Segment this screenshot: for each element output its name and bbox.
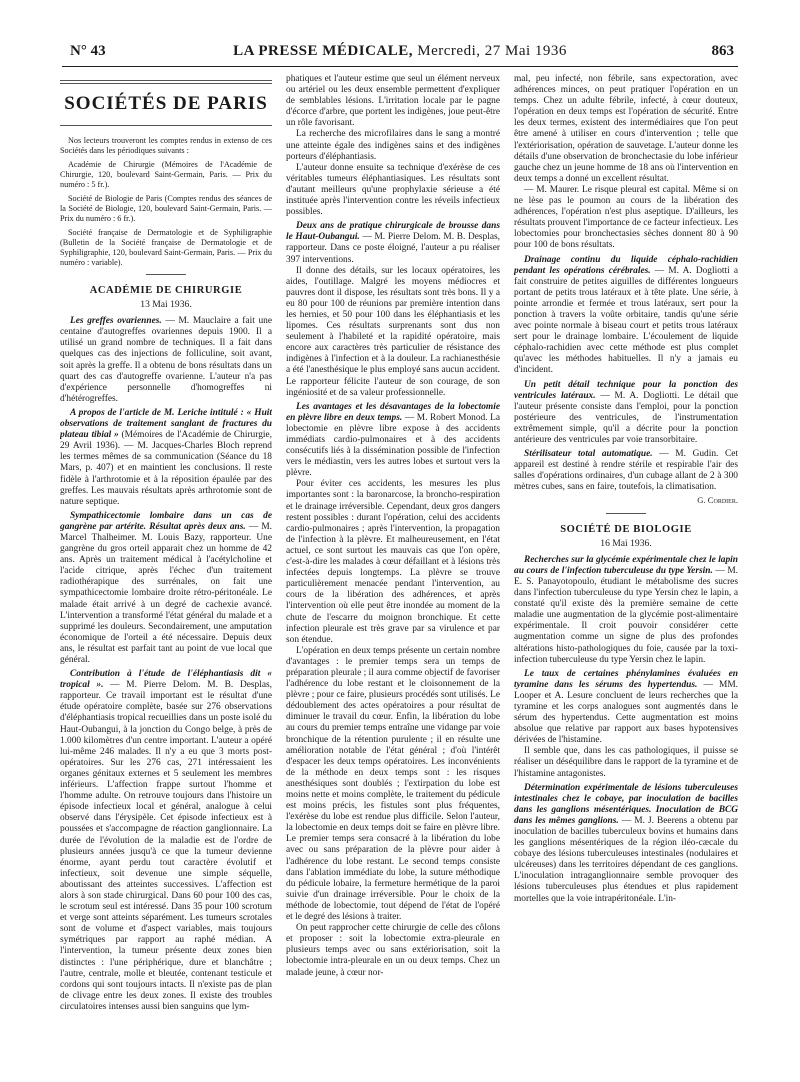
column-1 [60,74,272,1074]
article-lobectomie: Les avantages et les désavantages de la lobectomie en plèvre libre en deux temps. — M. Robert Monod. La lobectomie en plèvre libre expose à des accidents immédiats cardio-pulmonaires et à des accidents consécutifs liés à la dissémination possible de l'infection vers le médiastin, vers les autres lobes et surtout vers la plèvre. [286,401,500,479]
article-greffes: Les greffes ovariennes. — M. Mauclaire a fait une centaine d'autogreffes ovariennes depuis 1900. Il a utilisé un grand nombre de techniques. Il a fait dans quelques cas des injections de folliculine, soit avant, soit après la greffe. Il a obtenu de bons résultats dans un quart des cas d'autogreffe ovarienne. L'auteur n'a pas d'expérience personnelle d'homogreffes ni d'hétérogreffes. [60,316,272,404]
article-tyramine: Le taux de certaines phénylamines évaluées en tyramine dans les sérums des hypertendus. — MM. Looper et A. Lesure concluent de leurs recherches que la tyramine et les corps analogues sont augmentés dans le sérum des hypertendus. Cette augmentation est moins absolue que relative par rapport aux bases hypotensives dérivées de l'histamine. [514,668,738,746]
article-sympathicectomie: Sympathicectomie lombaire dans un cas de gangrène par artérite. Résultat après deux ans. — M. Marcel Thalheimer. M. Louis Bazy, rapporteur. Une gangrène du gros orteil apparait chez un homme de 42 ans. Après un traitement médical à l'acétylcholine et l'acide citrique, après l'échec d'un traitement radiothérapique des surrénales, on fait une sympathicectomie lombaire droite rétro-péritonéale. Le malade était arrivé à un degré de cachexie avancé. L'intervention a transformé l'état général du malade et a supprimé les douleurs. Secondairement, une amputation économique de l'orteil a été nécessaire. Depuis deux ans, le résultat est parfait tant au point de vue local que général. [60,510,272,665]
issue-date: Mercredi, 27 Mai 1936 [417,43,567,59]
section-heading-societes: SOCIÉTÉS DE PARIS [64,93,268,114]
top-rule [60,80,272,81]
paragraph: Il semble que, dans les cas pathologiques, il puisse se réaliser un déséquilibre dans le rapport de la tyramine et de l'histamine antagonistes. [514,746,738,779]
column-2 [286,74,500,1074]
signature: G. Cordier. [697,495,738,506]
paragraph: — M. Maurer. Le risque pleural est capital. Même si on ne lèse pas le poumon au cours de la libération des adhérences, l'opération n'est plus aseptique. D'ailleurs, les résultats prouvent l'importance de ce facteur infectieux. Les lobectomies pour bronchectasies sèches donnent 80 à 90 pour 100 de bons résultats. [514,184,738,251]
article-tuberculose: Détermination expérimentale de lésions tuberculeuses intestinales chez le cobaye, par inoculation de bacilles dans les ganglions mésentériques. Inoculation de BCG dans les mêmes ganglions. — M. J. Beerens a obtenu par inoculation de bacilles tuberculeux bovins et humains dans les ganglions mésentériques de la région iléo-cæcale du cobaye des lésions tuberculeuses intestinales (nodulaires et ulcéreuses) dans les territoires dépendant de ces ganglions. L'inoculation intraganglionnaire semble provoquer des lésions tuberculeuses plus étendues et plus rapidement mortelles que la voie intrapéritonéale. L'in- [514,782,738,904]
article-elephantiasis: Contribution à l'étude de l'éléphantiasis dit « tropical ». — M. Pierre Delom. M. B. Desplas, rapporteur. Ce travail important est le résultat d'une étude opératoire complète, basée sur 276 observations d'éléphantiasis tropical recueillies dans un poste isolé du Haut-Oubangui, à la jonction du Congo belge, à près de 1.000 kilomètres d'un centre important. L'auteur a opéré lui-même 246 malades. Il n'y a eu que 3 morts post-opératoires. Sur les 276 cas, 271 intéressaient les organes génitaux externes et 5 seulement les membres inférieurs. L'affection frappe surtout l'homme et l'homme adulte. On retrouve toujours dans l'histoire un épisode infectieux local et général, analogue à celui observé dans l'érysipèle. Cet épisode infectieux est à poussées et s'accompagne de réaction ganglionnaire. La durée de l'évolution de la maladie est de l'ordre de plusieurs années jusqu'à ce que la tumeur devienne énorme, ayant perdu tout caractère évolutif et infectieux, soit devenue une simple séquelle, aboutissant des atteintes successives. L'affection est alors à son stade chirurgical. Dans 60 pour 100 des cas, le scrotum seul est intéressé. Dans 35 pour 100 scrotum et verge sont atteints séparément. Les tumeurs scrotales sont de volume et d'aspect variables, mais toujours symétriques par rapport au raphé médian. A l'intervention, la tumeur présente deux zones bien distinctes : l'une périphérique, dure et blanchâtre ; l'autre, centrale, molle et bleutée, contenant testicule et cordons qui sont toujours intacts. Il n'existe pas de plan de clivage entre les deux zones. Il existe des troubles circulatoires intenses aussi bien sanguins que lym- [60,669,272,1012]
paragraph: mal, peu infecté, non fébrile, sans expectoration, avec adhérences minces, on peut pratiquer l'opération en un temps. Chez un adulte fébrile, infecté, à cœur douteux, l'opération en deux temps est l'opération de sécurité. Entre les deux termes, existent des intermédiaires que l'on peut être amené à utiliser en cours d'intervention ; telle que l'extériorisation, opération de sauvetage. L'auteur donne les détails d'une observation de bronchectasie du lobe inférieur gauche chez un jeune homme de 18 ans où l'intervention en deux temps a donné un excellent résultat. [514,74,738,184]
journal-dermatologie: Société française de Dermatologie et de Syphiligraphie (Bulletin de la Société française de Dermatologie et de Syphiligraphie, 120, boulevard Saint-Germain, Paris. — Prix du numéro : variable). [60,228,272,267]
article-sterilisateur: Stérilisateur total automatique. — M. Gudin. Cet appareil est destiné à rendre stérile et respirable l'air des salles d'opérations ordinaires, d'un cubage allant de 2 à 300 mètres cubes, sans en faire, toutefois, la climatisation. [514,449,738,493]
journal-title: LA PRESSE MÉDICALE, [233,43,414,59]
section-title-academie: ACADÉMIE DE CHIRURGIE [89,285,243,296]
paragraph: La recherche des microfilaires dans le sang a montré une atteinte égale des indigènes sains et des indigènes porteurs d'éléphantiasis. [286,129,500,162]
paragraph: On peut rapprocher cette chirurgie de celle des côlons et proposer : soit la lobectomie extra-pleurale en plusieurs temps avec ou sans extériorisation, soit la lobectomie intra-pleurale en un ou deux temps. Chez un malade jeune, à cœur nor- [286,923,500,978]
page-header [62,40,738,67]
separator [146,274,186,275]
article-drainage: Drainage continu du liquide céphalo-rachidien pendant les opérations cérébrales. — M. A. Dogliotti a fait construire de petites aiguilles de différentes longueurs portant de petits trous latéraux et à tête plate. Une série, à pointe arrondie et fermée et trous latéraux, sert pour la ponction à travers la voûte orbitaire, tandis qu'une série avec pointe normale à biseau court et petits trous latéraux sert pour le drainage lombaire. L'écoulement de liquide céphalo-rachidien avec cette méthode est plus complet qu'avec les méthodes habituelles. Il n'y a jamais eu d'incident. [514,254,738,376]
section-title-biologie: SOCIÉTÉ DE BIOLOGIE [560,523,692,535]
intro-text: Nos lecteurs trouveront les comptes rendus in extenso de ces Sociétés dans les périodiques suivants : [60,136,272,155]
issue-number: N° 43 [70,43,106,59]
intro-block [60,136,272,268]
journal-academie: Académie de Chirurgie (Mémoires de l'Académie de Chirurgie, 120, boulevard Saint-Germain, Paris. — Prix du numéro : 5 fr.). [60,160,272,189]
section-date-academie: 13 Mai 1936. [140,299,192,311]
article-leriche: A propos de l'article de M. Leriche intitulé : « Huit observations de traitement sanglant de fractures du plateau tibial » (Mémoires de l'Académie de Chirurgie, 29 Avril 1936). — M. Jacques-Charles Bloch reprend les termes mêmes de sa communication (Séance du 18 Mars, p. 407) et en maintient les conclusions. Il reste fidèle à l'arthrotomie et à la réposition épaulée par des greffes. Les mauvais résultats après arthrotomie sont de nature septique. [60,407,272,507]
masthead [62,43,738,60]
paragraph: Il donne des détails, sur les locaux opératoires, les aides, l'outillage. Malgré les moyens médiocres et pauvres dont il dispose, les résultats sont très bons. Il y a eu 80 pour 100 de réunions par première intention dans les hernies, et 50 pour 100 dans les éléphantiasis et les lipomes. Ces résultats surprenants sont dus non seulement à l'habileté et la rapidité opératoire, mais encore aux caractères très particulier de résistance des indigènes à l'infection et à la douleur. La rachianesthésie a été l'anesthésique le plus employé sans aucun accident. Le rapporteur félicite l'auteur de son courage, de son ingéniosité et de sa valeur professionnelle. [286,265,500,398]
article-brousse: Deux ans de pratique chirurgicale de brousse dans le Haut-Oubangui. — M. Pierre Delom. M. B. Desplas, rapporteur. Dans ce poste éloigné, l'auteur a pu réaliser 397 interventions. [286,221,500,265]
heading-rule [60,125,272,126]
article-ponction: Un petit détail technique pour la ponction des ventricules latéraux. — M. A. Dogliotti. Le détail que l'auteur présente consiste dans l'emploi, pour la ponction postérieure des ventricules, de l'instrumentation extrêmement simple, qu'il a décrite pour la ponction antérieure des ventricules par voie transorbitaire. [514,379,738,445]
article-glycemie: Recherches sur la glycémie expérimentale chez le lapin au cours de l'infection tuberculeuse du type Yersin. — M. E. S. Panayotopoulo, étudiant le métabolisme des sucres dans l'infection tuberculeuse du type Yersin chez le lapin, a constaté qu'il existe dès la première semaine de cette maladie une augmentation de la glycémie post-alimentaire expérimentale. Il croit pouvoir considérer cette augmentation comme un signe de plus des profondes altérations histo-pathologiques du foie, causée par la toxi-infection tuberculeuse du type Yersin chez le lapin. [514,554,738,665]
journal-biologie: Société de Biologie de Paris (Comptes rendus des séances de la Société de Biologie, 120, boulevard Saint-Germain, Paris. — Prix du numéro : 6 fr.). [60,194,272,223]
column-3 [514,74,738,1074]
paragraph: Pour éviter ces accidents, les mesures les plus importantes sont : la baronarcose, la broncho-respiration et le drainage irréversible. Cependant, deux gros dangers restent possibles : durant l'opération, celui des accidents cardio-pulmonaires ; après l'intervention, la propagation de l'infection à la plèvre. Et malheureusement, en l'état actuel, ce sont surtout les mauvais cas que l'on opère, c'est-à-dire les malades à cœur défaillant et à lésions très infectées depuis longtemps. La plèvre se trouve particulièrement menacée pendant l'intervention, au cours de la libération des adhérences, et après l'intervention où elle peut être inondée au moment de la chute de l'escarre du moignon bronchique. Et cette infection pleurale est très grave par sa virulence et par son étendue. [286,479,500,645]
paragraph: phatiques et l'auteur estime que seul un élément nerveux ou artériel ou les deux ensemble permettent d'expliquer de semblables lésions. L'irritation locale par le pagne d'écorce d'arbre, que portent les indigènes, joue peut-être un rôle favorisant. [286,74,500,129]
separator [606,513,646,514]
section-date-biologie: 16 Mai 1936. [600,537,652,549]
page-number: 863 [711,43,734,59]
paragraph: L'auteur donne ensuite sa technique d'exérèse de ces véritables tumeurs éléphantiasiques. Les résultats sont d'autant meilleurs qu'une prophylaxie sérieuse a été instituée après l'intervention contre les réveils infectieux possibles. [286,162,500,218]
paragraph: L'opération en deux temps présente un certain nombre d'avantages : le premier temps sera un temps de préparation pleurale ; il aura comme objectif de favoriser l'adhérence du lobe restant et le cloisonnement de la plèvre ; pour ce faire, plusieurs procédés sont utilisés. Le dédoublement des actes opératoires a pour résultat de diminuer le travail du cœur. Enfin, la libération du lobe au cours du premier temps entraîne une vidange par voie bronchique de la rétention purulente ; il en résulte une amélioration notable de l'état général ; d'où l'intérêt d'espacer les deux temps opératoires. Les inconvénients de la méthode en deux temps sont : les risques anesthésiques sont doublés ; l'extirpation du lobe est moins nette et moins complète, le traitement du pédicule est moins précis, les fistules sont plus fréquentes, l'exérèse du lobe est rendue plus difficile. Selon l'auteur, la lobectomie en deux temps doit se faire en plèvre libre. Le premier temps sera consacré à la libération du lobe avec ou sans préparation de la plèvre pour aider à l'adhérence du lobe restant. Le second temps consiste dans l'ablation immédiate du lobe, la suture méthodique du pédicule lobaire, la fermeture hermétique de la paroi suivie d'un drainage irréversible. Pour le choix de la méthode de lobectomie, tout dépend de l'état de l'opéré et le degré des lésions à traiter. [286,645,500,923]
